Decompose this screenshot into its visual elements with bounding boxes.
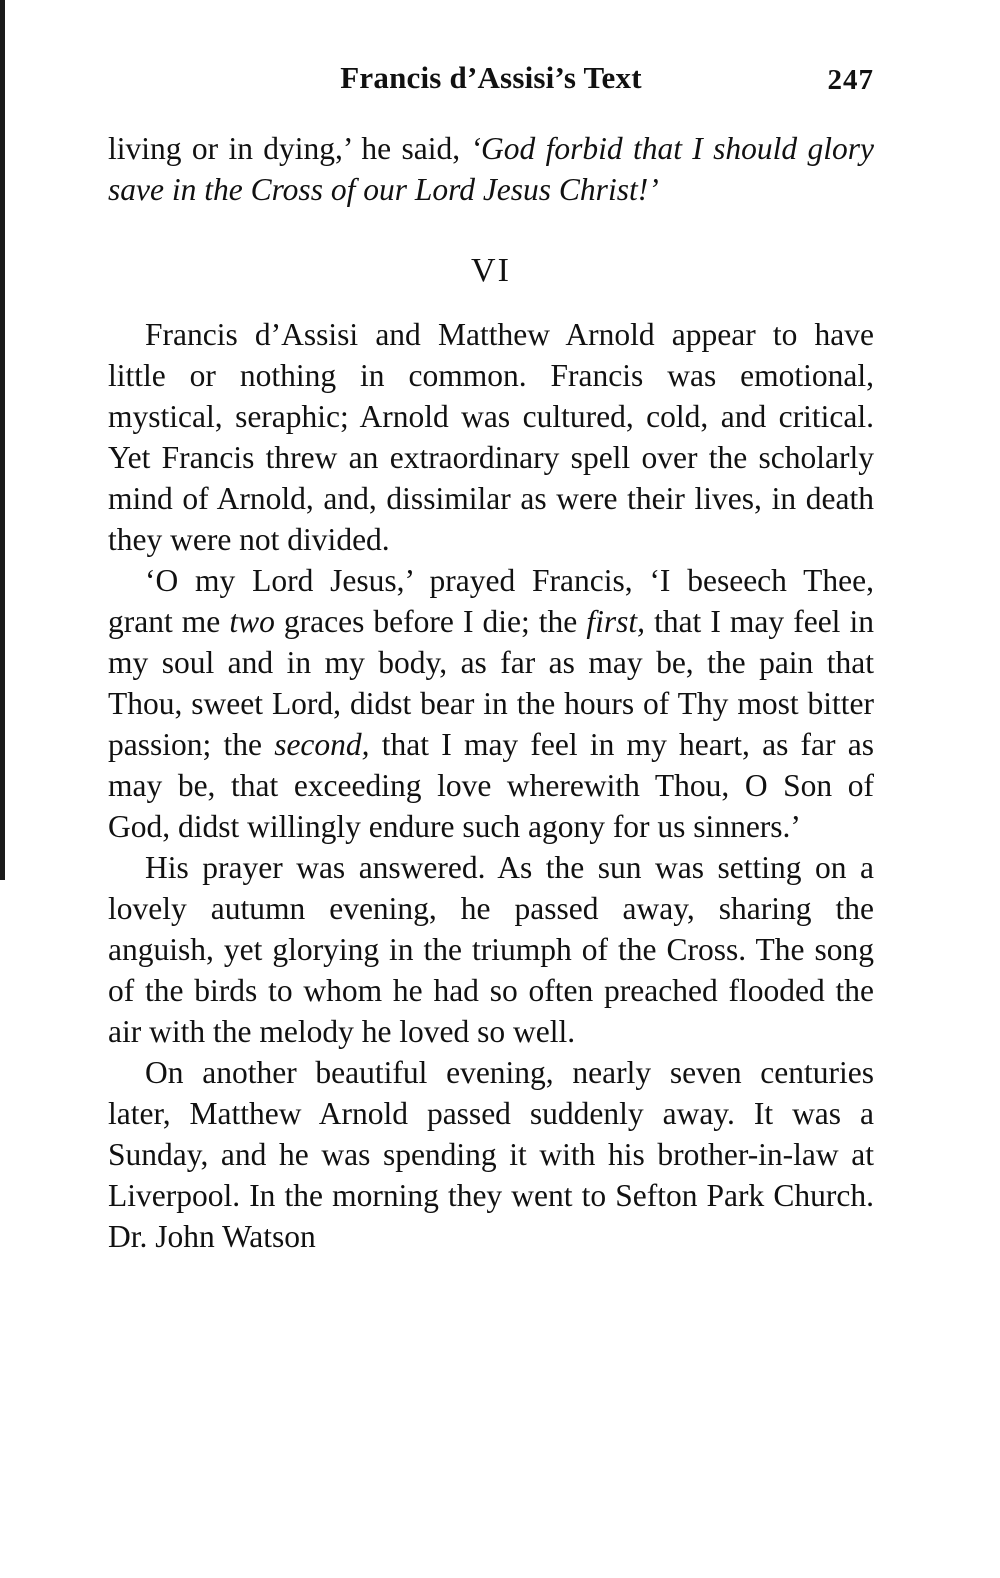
paragraph-4: On another beautiful evening, nearly seven centuries later, Matthew Arnold passed suddenly away. It was a Sunday, and he was spending it with his brother-in-law at Liverpool. In the morning they went to Sefton Park Church. Dr. John Watson bbox=[108, 1055, 874, 1254]
paragraph-2-part-a: ‘O my Lord Jesus,’ prayed Francis, ‘I beseech Thee, grant me bbox=[108, 563, 874, 639]
paragraph-2-italic-two: two bbox=[229, 604, 275, 639]
section-heading: VI bbox=[471, 252, 511, 289]
page-number: 247 bbox=[827, 64, 874, 96]
paragraph-2-italic-second: second, bbox=[274, 727, 370, 762]
paragraph-1: Francis d’Assisi and Matthew Arnold appear to have little or nothing in common. Francis was emotional, mystical, seraphic; Arnold was cultured, cold, and critical. Yet Francis threw an extraordinary spell over the scholarly mind of Arnold, and, dissimilar as were their lives, in death they were not divided. bbox=[108, 317, 874, 557]
paragraph-3: His prayer was answered. As the sun was setting on a lovely autumn evening, he passed away, sharing the anguish, yet glorying in the triumph of the Cross. The song of the birds to whom he had so often preached flooded the air with the melody he loved so well. bbox=[108, 850, 874, 1049]
page-edge-shadow bbox=[0, 0, 5, 880]
opening-italic-quote: ‘God forbid that I should glory save in the Cross of our Lord Jesus Christ!’ bbox=[108, 131, 875, 207]
body-text bbox=[108, 128, 874, 1257]
running-title: Francis d’Assisi’s Text bbox=[340, 60, 642, 95]
paragraph-2-part-c: graces before I die; the bbox=[274, 604, 587, 639]
opening-paragraph bbox=[108, 128, 874, 210]
paragraph-2-part-e: that I may feel in my soul and in my body, as far as may be, the pain that Thou, sweet Lord, didst bear in the hours of Thy most bitter passion; the bbox=[108, 604, 874, 762]
paragraph-2 bbox=[108, 560, 874, 847]
paragraph-2-part-g: that I may feel in my heart, as far as may be, that exceeding love wherewith Thou, O Son of God, didst willingly endure such agony for us sinners.’ bbox=[108, 727, 874, 844]
opening-plain-text: living or in dying,’ he said, bbox=[108, 131, 471, 166]
running-head bbox=[108, 60, 874, 110]
paragraph-2-italic-first: first, bbox=[586, 604, 645, 639]
